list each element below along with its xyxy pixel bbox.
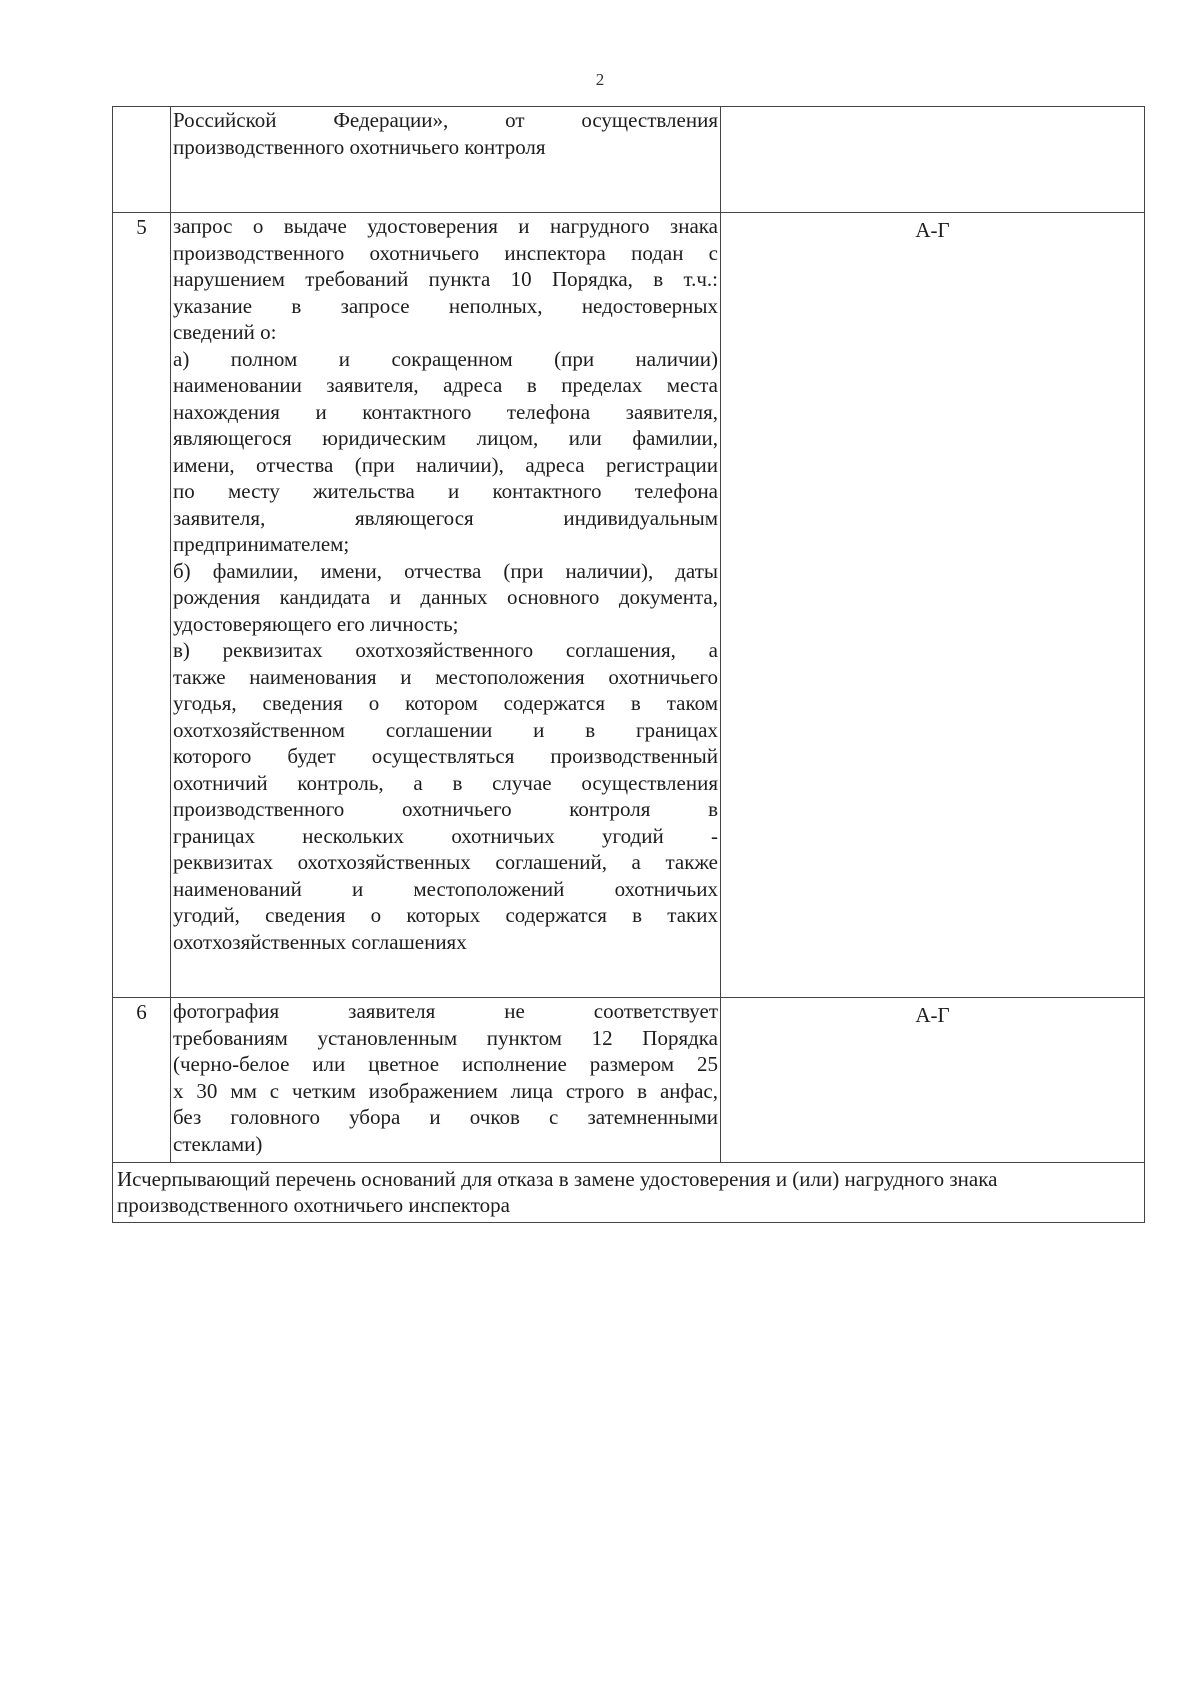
text-line: угодья, сведения о котором содержатся в таком [173, 691, 718, 715]
refusal-grounds-heading: Исчерпывающий перечень оснований для отказа в замене удостоверения и (или) нагрудного знака производственного охотничьего инспектора [113, 1163, 1145, 1223]
text-line: охотничий контроль, а в случае осуществления [173, 770, 718, 795]
text-line: фотография заявителя не соответствует [173, 999, 718, 1023]
row-code: А-Г [721, 213, 1145, 998]
text-line: удостоверяющего его личность; [173, 611, 459, 636]
grounds-table [112, 106, 1145, 1223]
text-line: запрос о выдаче удостоверения и нагрудного знака [173, 214, 718, 238]
text-line: Российской Федерации», от осуществления [173, 108, 718, 132]
text-line: охотхозяйственном соглашении и в границах [173, 717, 718, 742]
text-line: угодий, сведения о которых содержатся в таких [173, 903, 718, 927]
row-code: А-Г [721, 998, 1145, 1163]
table-row [113, 213, 1145, 998]
text-line: являющегося юридическим лицом, или фамилии, [173, 426, 718, 450]
text-line: охотхозяйственных соглашениях [173, 929, 467, 954]
text-line: производственного охотничьего инспектора подан с [173, 240, 718, 265]
text-line: которого будет осуществляться производственный [173, 744, 718, 768]
table-row [113, 107, 1145, 213]
text-line: предпринимателем; [173, 532, 350, 556]
page-number: 2 [595, 70, 605, 89]
row-code [721, 107, 1145, 213]
row-number: 5 [113, 213, 171, 998]
text-line: сведений о: [173, 320, 277, 344]
text-line: наименовании заявителя, адреса в пределах места [173, 373, 718, 397]
text-line: х 30 мм с четким изображением лица строго в анфас, [173, 1078, 718, 1103]
row-text [171, 998, 721, 1163]
row-text [171, 107, 721, 213]
text-line: границах нескольких охотничьих угодий - [173, 823, 718, 848]
text-line: производственного охотничьего контроля в [173, 797, 718, 821]
text-line: указание в запросе неполных, недостоверных [173, 293, 718, 318]
text-line: в) реквизитах охотхозяйственного соглашения, а [173, 638, 718, 662]
text-line: по месту жительства и контактного телефона [173, 479, 718, 503]
text-line: стеклами) [173, 1131, 263, 1156]
row-number [113, 107, 171, 213]
text-line: имени, отчества (при наличии), адреса регистрации [173, 452, 718, 477]
table-footer-row [113, 1163, 1145, 1223]
row-text [171, 213, 721, 998]
text-line: заявителя, являющегося индивидуальным [173, 505, 718, 530]
text-line: (черно-белое или цветное исполнение размером 25 [173, 1052, 718, 1076]
row-number: 6 [113, 998, 171, 1163]
table-row [113, 998, 1145, 1163]
text-line: а) полном и сокращенном (при наличии) [173, 346, 718, 371]
text-line: реквизитах охотхозяйственных соглашений, а также [173, 850, 718, 874]
text-line: нахождения и контактного телефона заявителя, [173, 399, 718, 424]
text-line: также наименования и местоположения охотничьего [173, 664, 718, 689]
text-line: требованиям установленным пунктом 12 Порядка [173, 1025, 718, 1050]
text-line: наименований и местоположений охотничьих [173, 876, 718, 901]
text-line: нарушением требований пункта 10 Порядка, в т.ч.: [173, 267, 718, 291]
text-line: производственного охотничьего контроля [173, 134, 546, 159]
text-line: рождения кандидата и данных основного документа, [173, 585, 718, 609]
text-line: без головного убора и очков с затемненными [173, 1105, 718, 1129]
text-line: б) фамилии, имени, отчества (при наличии), даты [173, 558, 718, 583]
